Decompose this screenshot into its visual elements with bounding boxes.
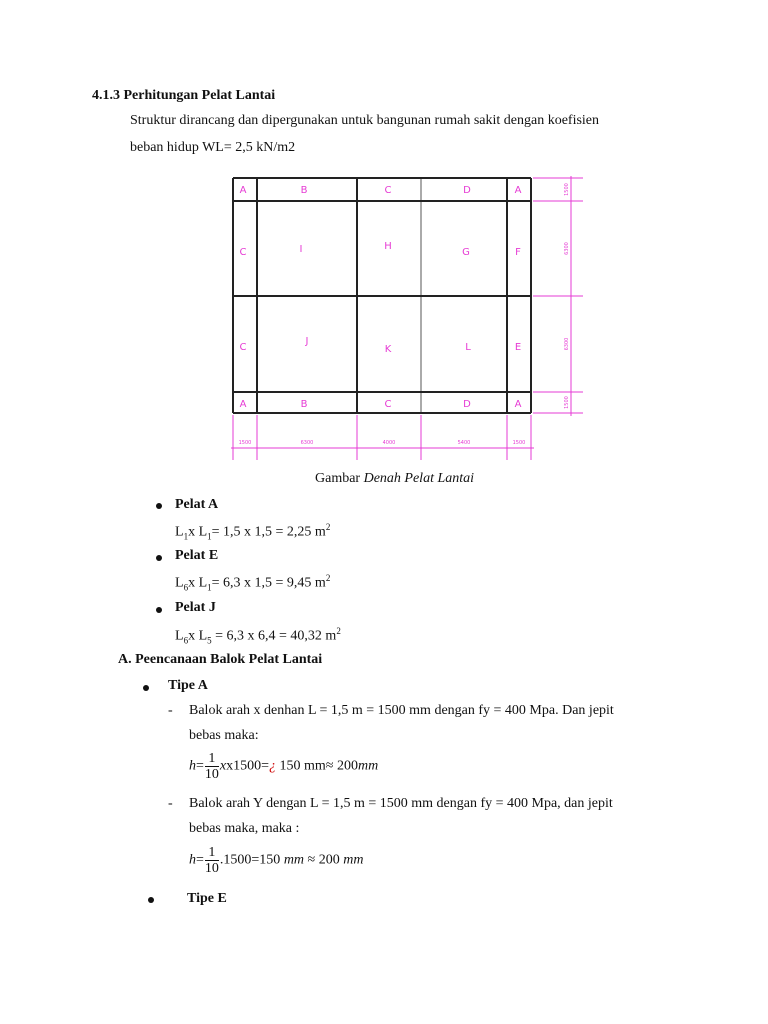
dash2-line-1: Balok arah Y dengan L = 1,5 m = 1500 mm dengan fy = 400 Mpa, dan jepit (189, 796, 613, 811)
plate-e-title: Pelat E (175, 548, 219, 563)
panel-label: J (305, 336, 309, 347)
panel-label: D (463, 399, 471, 410)
eq1-mid: x1500= (226, 758, 270, 774)
dimension-label-x: 5400 (457, 440, 471, 446)
dash-marker: - (168, 796, 173, 811)
equation-1: h= $\frac{1}{10}$ xx1500=¿ 150 mm≈ 200mm (189, 751, 379, 782)
plate-j-title: Pelat J (175, 600, 216, 615)
plate-j-formula: $L_6x$ $L_5 = 6,3$ x 6,4 = 40,32 $m^2$ (175, 626, 341, 646)
caption-prefix: Gambar (315, 471, 361, 486)
dash1-line-1: Balok arah x denhan L = 1,5 m = 1500 mm dengan fy = 400 Mpa. Dan jepit (189, 703, 614, 718)
dash-marker: - (168, 703, 173, 718)
equation-2: h= $\frac{1}{10}$ .1500=150 mm ≈ 200 mm (189, 845, 364, 876)
caption-title: Denah Pelat Lantai (363, 471, 475, 486)
panel-label: G (462, 247, 470, 258)
panel-label: C (239, 342, 247, 353)
panel-label: C (384, 399, 392, 410)
dimension-label-x: 1500 (512, 440, 526, 446)
panel-label: A (514, 185, 522, 196)
dimension-label-x: 4000 (382, 440, 396, 446)
dimension-label-y: 6300 (564, 337, 570, 351)
panel-label: D (463, 185, 471, 196)
panel-label: A (239, 399, 247, 410)
plate-e-formula: $L_6x$ $L_1= 6,3$ x 1,5 = 9,45 $m^2$ (175, 573, 331, 593)
dimension-label-y: 1500 (564, 396, 570, 409)
bullet-icon (148, 897, 154, 903)
panel-label: L (465, 342, 471, 353)
bullet-icon (143, 685, 149, 691)
section-a-heading: A. Peencanaan Balok Pelat Lantai (118, 652, 323, 667)
tipe-a-title: Tipe A (168, 678, 208, 693)
panel-label: C (239, 247, 247, 258)
bullet-icon (156, 503, 162, 509)
section-heading: 4.1.3 Perhitungan Pelat Lantai (92, 88, 276, 103)
panel-label: A (239, 185, 247, 196)
bullet-icon (156, 607, 162, 613)
dimension-label-x: 6300 (300, 440, 314, 446)
panel-label: E (514, 342, 522, 353)
floor-plan-drawing (231, 176, 583, 460)
panel-label: B (300, 399, 308, 410)
panel-label: H (384, 241, 392, 252)
intro-line-1: Struktur dirancang dan dipergunakan untuk bangunan rumah sakit dengan koefisien (130, 113, 600, 128)
panel-label: A (514, 399, 522, 410)
panel-label: B (300, 185, 308, 196)
panel-label: C (384, 185, 392, 196)
panel-label: F (515, 247, 521, 258)
tipe-e-title: Tipe E (187, 891, 227, 906)
dimension-label-y: 6300 (564, 242, 570, 255)
panel-label: I (299, 244, 303, 255)
dimension-label-y: 1500 (564, 183, 570, 196)
figure-caption (315, 471, 474, 487)
plate-a-formula: $L_1x$ $L_1= 1,5$ x 1,5 = 2,25 $m^2$ (175, 522, 331, 542)
dimension-label-x: 1500 (238, 440, 252, 446)
panel-label: K (384, 344, 392, 355)
dash1-line-2: bebas maka: (189, 728, 259, 743)
intro-line-2: beban hidup WL= 2,5 kN/m2 (130, 140, 296, 155)
dash2-line-2: bebas maka, maka : (189, 821, 300, 836)
floor-plan-figure (228, 170, 588, 465)
plate-a-title: Pelat A (175, 497, 219, 512)
bullet-icon (156, 555, 162, 561)
